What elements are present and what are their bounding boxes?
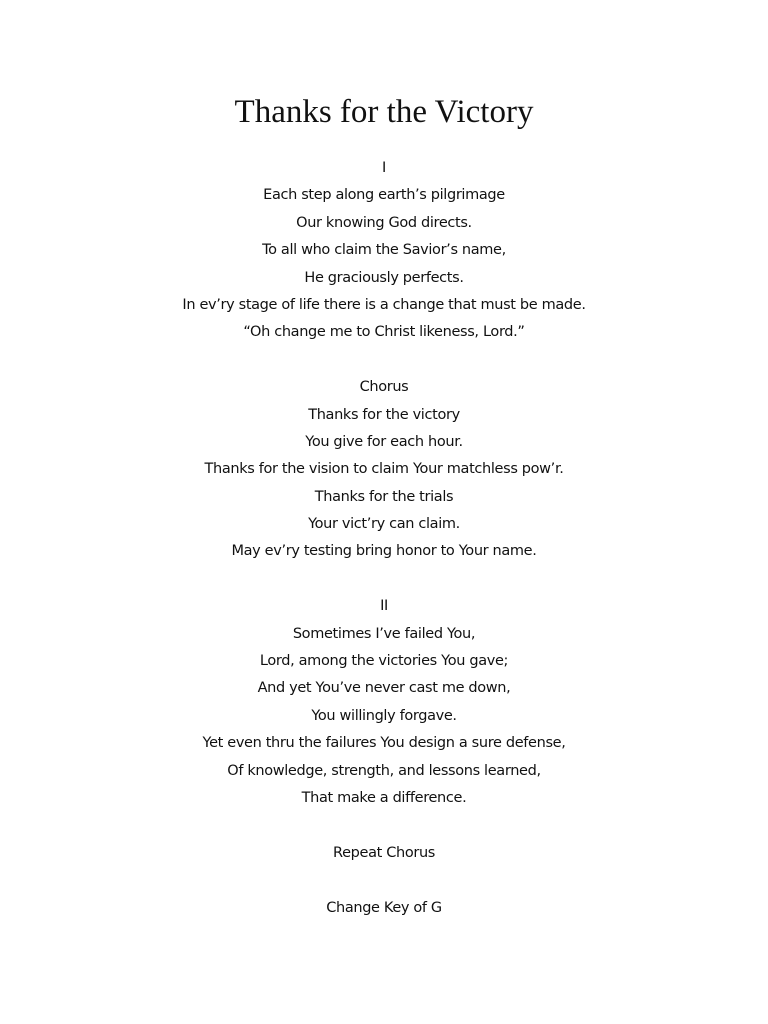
- lyric-line: In ev’ry stage of life there is a change that must be made.: [182, 296, 586, 313]
- lyric-line: And yet You’ve never cast me down,: [257, 680, 511, 697]
- verse-numeral: I: [382, 160, 386, 176]
- stanza-spacer: [0, 867, 768, 894]
- lyric-line: Lord, among the victories You gave;: [259, 653, 509, 670]
- repeat-chorus-note: Repeat Chorus: [333, 844, 435, 861]
- song-title: Thanks for the Victory: [234, 94, 534, 130]
- chorus-heading: Chorus: [359, 379, 409, 396]
- verse-2: [0, 593, 768, 812]
- lyric-line: May ev’ry testing bring honor to Your name.: [231, 543, 537, 560]
- lyric-line: Your vict’ry can claim.: [308, 516, 460, 533]
- stanza-spacer: [0, 566, 768, 593]
- lyric-line: Of knowledge, strength, and lessons learned,: [227, 762, 541, 779]
- chorus: [0, 374, 768, 566]
- verse-1: [0, 155, 768, 347]
- lyric-line: Our knowing God directs.: [296, 214, 472, 231]
- verse-numeral: II: [380, 598, 388, 615]
- lyric-line: You willingly forgave.: [311, 707, 457, 724]
- stanza-spacer: [0, 812, 768, 839]
- stanza-spacer: [0, 347, 768, 374]
- lyric-line: Each step along earth’s pilgrimage: [263, 187, 505, 204]
- lyric-line: Thanks for the vision to claim Your matchless pow’r.: [204, 461, 564, 478]
- lyrics-body: [0, 155, 768, 922]
- lyric-line: Thanks for the victory: [308, 406, 460, 423]
- lyric-line: To all who claim the Savior’s name,: [262, 242, 506, 259]
- lyric-line: Thanks for the trials: [314, 488, 454, 505]
- lyric-line: “Oh change me to Christ likeness, Lord.”: [243, 324, 525, 341]
- key-change-note: Change Key of G: [326, 899, 442, 916]
- lyric-line: Sometimes I’ve failed You,: [292, 625, 476, 642]
- lyric-line: You give for each hour.: [305, 433, 463, 450]
- lyric-line: Yet even thru the failures You design a sure defense,: [202, 735, 566, 752]
- lyric-line: That make a difference.: [301, 789, 467, 806]
- lyric-line: He graciously perfects.: [304, 269, 464, 286]
